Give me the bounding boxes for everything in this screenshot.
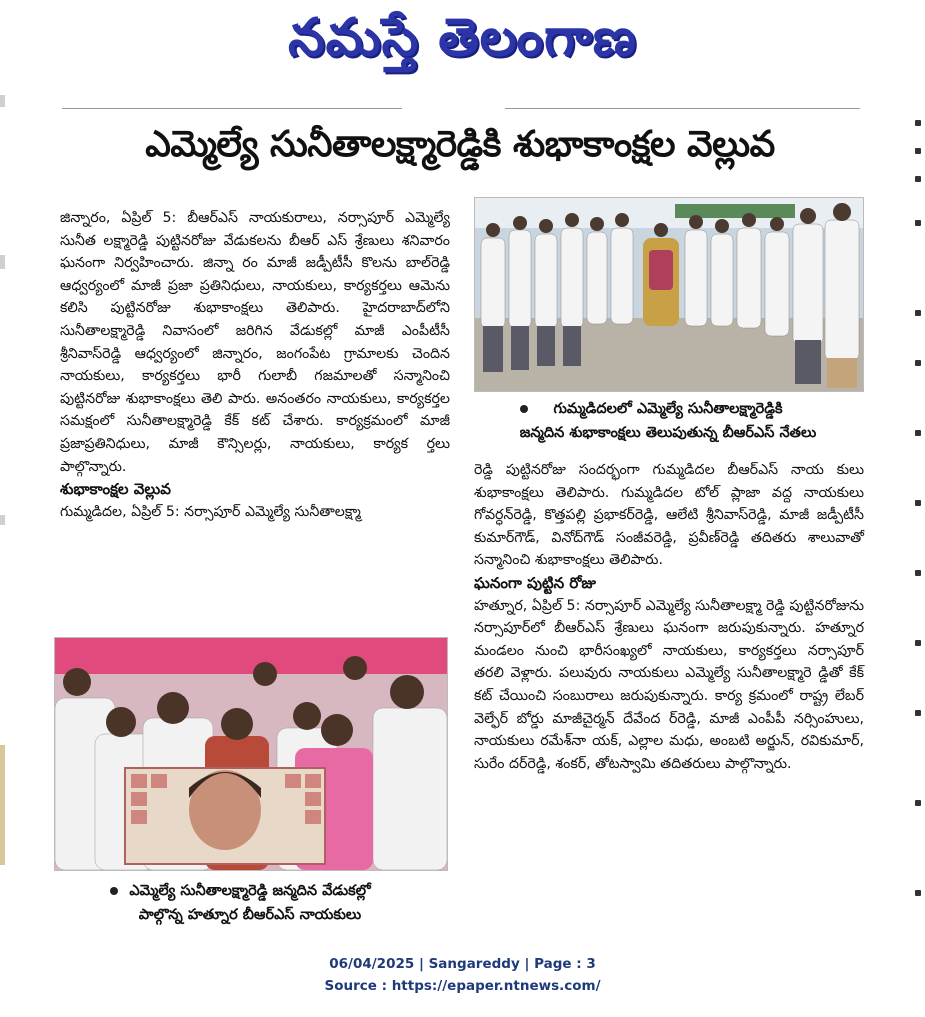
masthead [0,0,925,82]
right-body-text-1: రెడ్డి పుట్టినరోజు సందర్భంగా గుమ్మడిదల బీఆర్ఎస్ నాయ కులు శుభాకాంక్షలు తెలిపారు. గుమ్మడిదల టోల్ ప్లాజా వద్ద నాయకులు గోవర్ధన్‌రెడ్డి, కొత్తపల్లి ప్రభాకర్‌రెడ్డి, ఆలేటి శ్రీనివాస్‌రెడ్డి, మాజీ జడ్పీటీసీ కుమార్‌గౌడ్, వినోద్‌గౌడ్ సంజీవరెడ్డి, ప్రవీణ్‌రెడ్డి తదితరు శాలువాతో సన్మానించి శుభాకాంక్షలు తెలిపారు. [474,462,864,569]
caption-bottom-line-1: ఎమ్మెల్యే సునీతాలక్ష్మారెడ్డి జన్మదిన వేడుకల్లో [129,883,371,899]
photo-hatnoor-leaders [54,637,448,871]
news-article [50,105,870,931]
footer-source: Source : https://epaper.ntnews.com/ [324,978,601,994]
caption-top-line-2: జన్మదిన శుభాకాంక్షలు తెలుపుతున్న బీఆర్ఎస్ నేతలు [519,425,817,441]
left-page-edge [0,95,12,935]
photo-gummadidala-leaders [474,197,864,392]
photo-caption-bottom [54,879,446,927]
newspaper-logo: నమస్తే తెలంగాణ [288,8,637,68]
top-rule-right [505,108,860,109]
right-subheading: ఘనంగా పుట్టిన రోజు [474,573,596,592]
page-footer [0,953,925,997]
top-rule-left [62,108,402,109]
right-column [474,459,864,775]
photo-caption-top [474,397,862,445]
left-column [60,207,450,523]
left-subheading: శుభాకాంక్షల వెల్లువ [60,480,171,499]
right-body-text-2: హత్నూర, ఏప్రిల్ 5: నర్సాపూర్ ఎమ్మెల్యే సునీతాలక్ష్మా రెడ్డి పుట్టినరోజును నర్సాపూర్‌లో బీఆర్ఎస్ శ్రేణులు ఘనంగా జరుపుకున్నారు. హత్నూర మండలం నుంచి భారీసంఖ్యలో నాయకులు, కార్యకర్తలు నర్సాపూర్ తరలి వెళ్లారు. పలువురు నాయకులు ఎమ్మెల్యే సునీతాలక్ష్మారె డ్డితో కేక్ కట్ చేయించి సంబురాలు జరుపుకున్నారు. కార్య క్రమంలో రాష్ట్ర లేబర్ వెల్ఫేర్ బోర్డు మాజీచైర్మన్ దేవేంద ర్‌రెడ్డి, మాజీ ఎంపీపీ నర్సింహులు, నాయకులు రమేశ్‌నా యక్, ఎల్లాల మధు, అంబటి అర్జున్, రవికుమార్, సురేం దర్‌రెడ్డి, శంకర్, తోటస్వామి తదితరులు పాల్గొన్నారు. [474,597,865,772]
left-sub-body-text: గుమ్మడిదల, ఏప్రిల్ 5: నర్సాపూర్ ఎమ్మెల్యే సునీతాలక్ష్మా [60,503,361,520]
article-headline: ఎమ్మెల్యే సునీతాలక్ష్మారెడ్డికి శుభాకాంక్షల వెల్లువ [145,124,775,165]
left-body-text: జిన్నారం, ఏప్రిల్ 5: బీఆర్ఎస్ నాయకురాలు, నర్సాపూర్ ఎమ్మెల్యే సునీత లక్ష్మారెడ్డి పుట్టినరోజు వేడుకలను బీఆర్ ఎస్ శ్రేణులు శనివారం ఘనంగా నిర్వహించారు. జిన్నా రం మాజీ జడ్పీటీసీ కొలను బాల్‌రెడ్డి ఆధ్వర్యంలో మాజీ ప్రజా ప్రతినిధులు, నాయకులు, కార్యకర్తలు ఆమెను కలిసి పుట్టినరోజు శుభాకాంక్షలు తెలిపారు. హైదరాబాద్‌లోని సునీతాలక్ష్మారెడ్డి నివాసంలో జరిగిన వేడుకల్లో మాజీ ఎంపీటీసీ శ్రీనివాస్‌రెడ్డి ఆధ్వర్యంలో జిన్నారం, జంగంపేట గ్రామాలకు చెందిన నాయకులు, కార్యకర్తలు భారీ గులాబీ గజమాలతో సన్మానించి పుట్టినరోజు శుభాకాంక్షలు తెలి పారు. అనంతరం నాయకులు, కార్యకర్తల సమక్షంలో సునీతాలక్ష్మారెడ్డి కేక్ కట్ చేశారు. కార్యక్రమంలో మాజీ ప్రజాప్రతినిధులు, మాజీ కౌన్సిలర్లు, నాయకులు, కార్యక ర్తలు పాల్గొన్నారు. [60,210,450,475]
right-page-edge [907,100,925,940]
caption-bottom-line-2: పాల్గొన్న హత్నూర బీఆర్ఎస్ నాయకులు [138,907,362,923]
footer-date-page: 06/04/2025 | Sangareddy | Page : 3 [329,956,596,972]
caption-top-line-1: గుమ్మడిదలలో ఎమ్మెల్యే సునీతాలక్ష్మారెడ్డికి [553,401,783,417]
